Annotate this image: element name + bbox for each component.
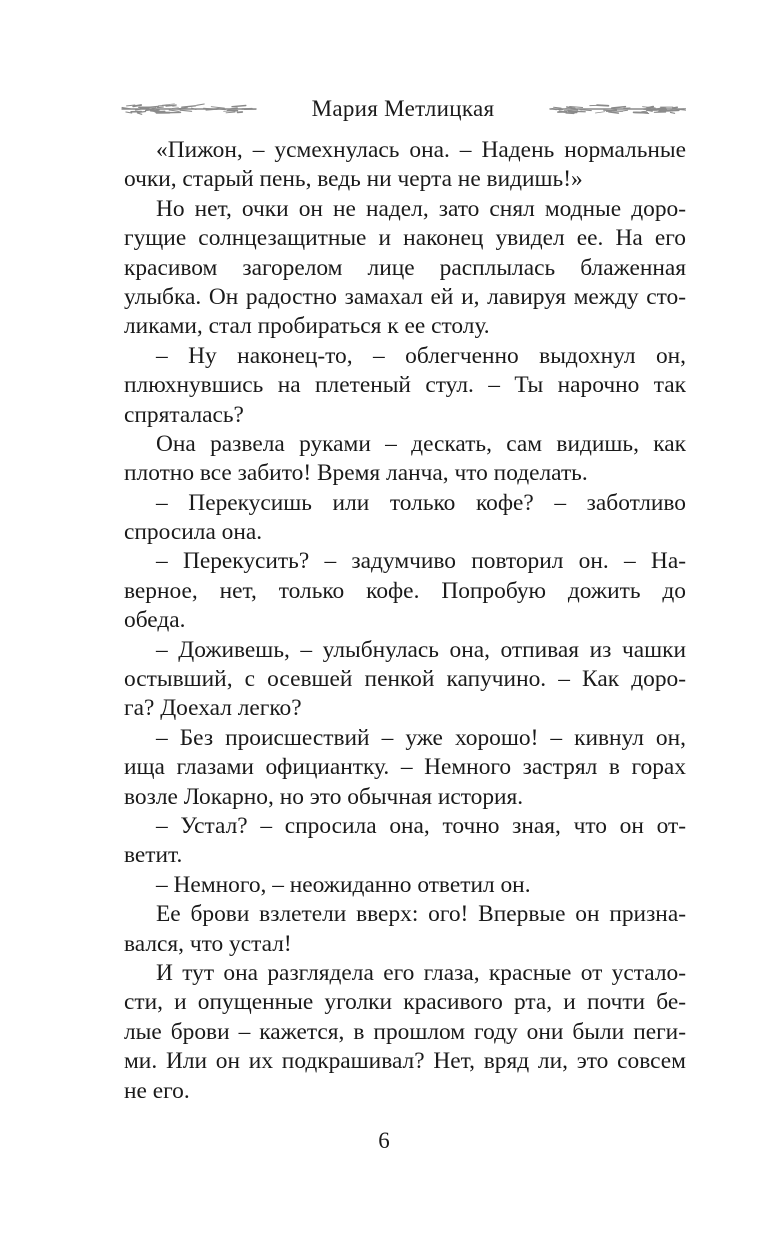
text-line: ми. Или он их подкрашивал? Нет, вряд ли, это совсем xyxy=(124,1048,686,1075)
left-ornament-icon xyxy=(120,102,258,116)
text-line: Она развела руками – дескать, сам видишь, как xyxy=(156,430,686,457)
paragraph xyxy=(124,136,686,195)
text-line: И тут она разглядела его глаза, красные от устало- xyxy=(156,959,686,986)
text-line: га? Доехал легко? xyxy=(124,695,302,722)
paragraph xyxy=(124,959,686,1106)
text-line: – Доживешь, – улыбнулась она, отпивая из чашки xyxy=(156,636,686,663)
paragraph xyxy=(124,636,686,724)
paragraph xyxy=(124,547,686,635)
text-line: Но нет, очки он не надел, зато снял модные доро- xyxy=(156,195,686,222)
text-line: остывший, с осевшей пенкой капучино. – Как доро- xyxy=(124,666,686,693)
right-ornament-icon xyxy=(548,102,686,116)
text-line: – Перекусить? – задумчиво повторил он. – На- xyxy=(156,548,686,575)
text-line: Ее брови взлетели вверх: ого! Впервые он призна- xyxy=(156,901,686,928)
paragraph xyxy=(124,900,686,959)
text-line: – Немного, – неожиданно ответил он. xyxy=(156,871,531,898)
paragraph xyxy=(124,871,686,900)
text-line: – Устал? – спросила она, точно зная, что он от- xyxy=(156,812,686,839)
text-line: улыбка. Он радостно замахал ей и, лавируя между сто- xyxy=(124,283,686,310)
text-line: красивом загорелом лице расплылась блаженная xyxy=(124,254,686,281)
text-line: «Пижон, – усмехнулась она. – Надень нормальные xyxy=(156,137,686,163)
text-line: – Перекусишь или только кофе? – заботливо xyxy=(156,489,686,516)
text-line: гущие солнцезащитные и наконец увидел ее. На его xyxy=(124,225,686,252)
text-line: не его. xyxy=(124,1077,190,1104)
paragraph xyxy=(124,724,686,812)
paragraph xyxy=(124,342,686,430)
paragraph xyxy=(124,195,686,342)
body-text xyxy=(124,136,686,1106)
running-title: Мария Метлицкая xyxy=(311,96,495,121)
text-line: спряталась? xyxy=(124,401,244,428)
text-line: плотно все забито! Время ланча, что поделать. xyxy=(124,460,588,487)
text-line: очки, старый пень, ведь ни черта не видишь!» xyxy=(124,166,583,193)
text-line: – Ну наконец-то, – облегченно выдохнул он, xyxy=(156,342,686,369)
text-line: верное, нет, только кофе. Попробую дожить до xyxy=(124,577,686,604)
text-line: лые брови – кажется, в прошлом году они были пеги- xyxy=(124,1018,686,1045)
text-line: ветит. xyxy=(124,842,183,869)
text-line: возле Локарно, но это обычная история. xyxy=(124,783,524,810)
text-line: – Без происшествий – уже хорошо! – кивнул он, xyxy=(156,724,686,751)
page-number: 6 xyxy=(378,1128,390,1153)
running-header xyxy=(120,92,686,126)
text-line: плюхнувшись на плетеный стул. – Ты нарочно так xyxy=(124,372,686,399)
paragraph xyxy=(124,430,686,489)
text-line: вался, что устал! xyxy=(124,930,292,957)
text-line: сти, и опущенные уголки красивого рта, и почти бе- xyxy=(124,989,686,1016)
text-line: ликами, стал пробираться к ее столу. xyxy=(124,313,490,340)
paragraph xyxy=(124,812,686,871)
text-line: обеда. xyxy=(124,607,186,634)
text-line: ища глазами официантку. – Немного застрял в горах xyxy=(124,754,686,781)
paragraph xyxy=(124,489,686,548)
text-line: спросила она. xyxy=(124,519,263,546)
